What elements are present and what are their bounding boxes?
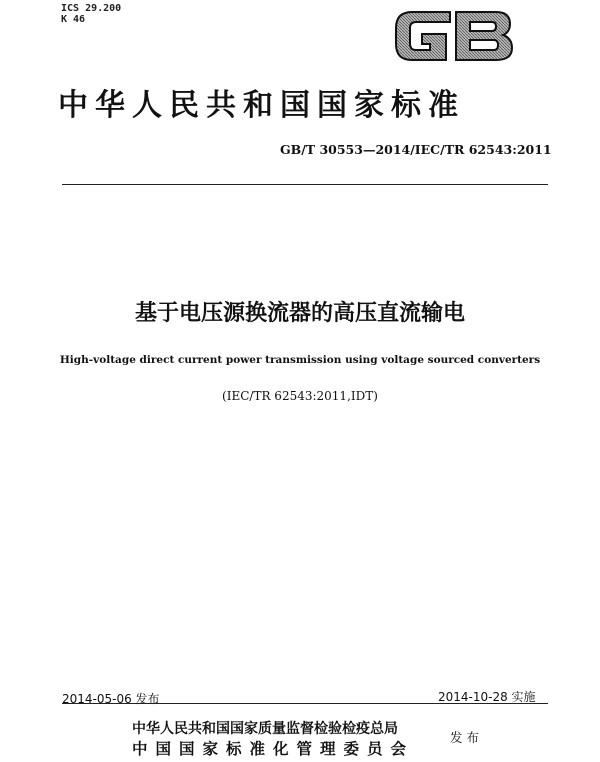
implementation-date: 2014-10-28 实施	[438, 690, 536, 704]
footer-divider	[62, 703, 548, 704]
issuer-aqsiq: 中华人民共和国国家质量监督检验检疫总局	[132, 721, 398, 737]
header-divider	[62, 184, 548, 185]
national-standard-title: 中华人民共和国国家标准	[58, 88, 465, 123]
standard-number: GB/T 30553—2014/IEC/TR 62543:2011	[280, 142, 552, 157]
classification-codes	[61, 3, 121, 25]
ccs-code: K 46	[61, 14, 86, 25]
publish-label: 发布	[450, 730, 484, 745]
gb-logo	[390, 6, 518, 66]
equivalence-note: (IEC/TR 62543:2011,IDT)	[222, 389, 378, 403]
issue-date: 2014-05-06 发布	[62, 692, 160, 706]
ics-code: ICS 29.200	[61, 3, 122, 14]
chinese-title: 基于电压源换流器的高压直流输电	[134, 301, 465, 326]
issuer-sac: 中国国家标准化管理委员会	[132, 740, 415, 758]
english-title: High-voltage direct current power transmission using voltage sourced converters	[59, 354, 541, 366]
